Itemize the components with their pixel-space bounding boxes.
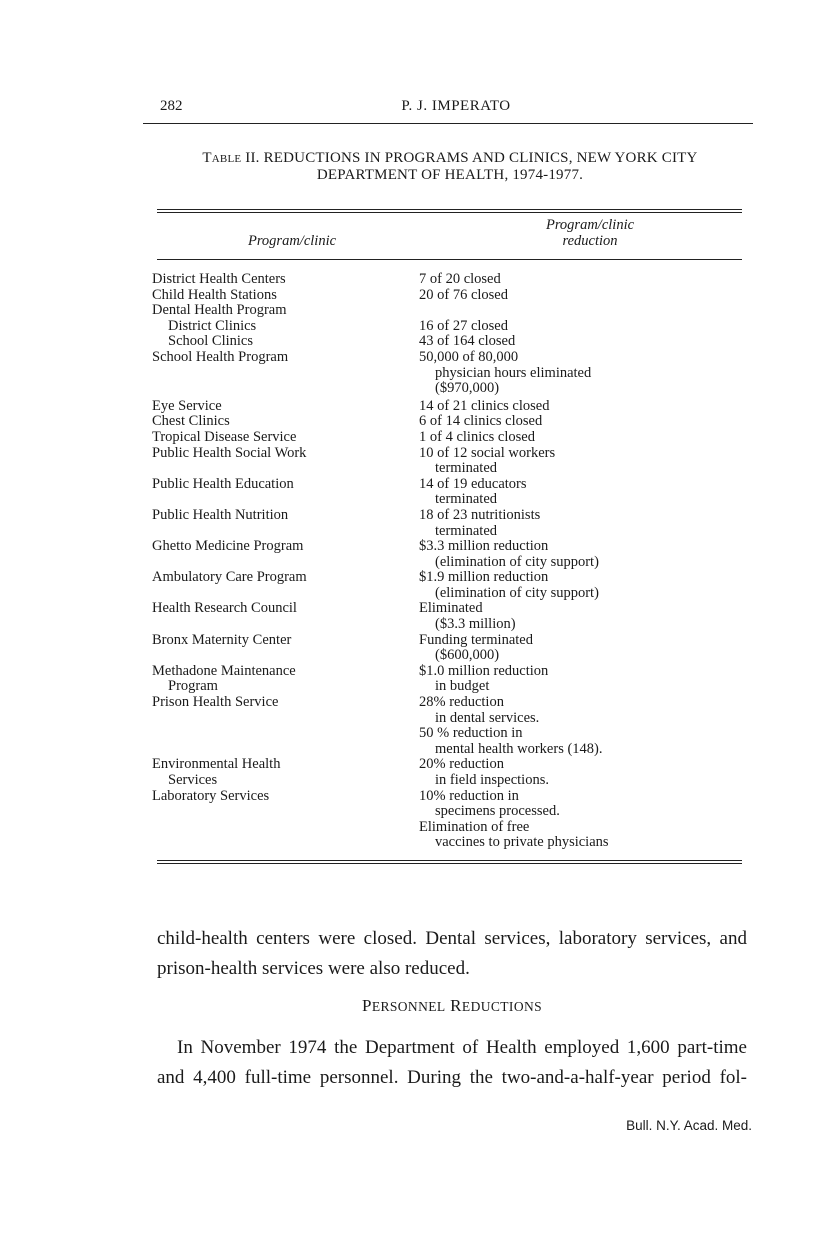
- table-title: [160, 150, 740, 184]
- reduction-cell: [419, 350, 752, 397]
- program-cell: [152, 288, 419, 304]
- paragraph-line: and 4,400 full-time personnel. During the two-and-a-half-year period fol-: [157, 1067, 747, 1088]
- col2-header: [440, 217, 740, 249]
- reduction-cell: [419, 288, 752, 304]
- reduction-cell: [419, 272, 752, 288]
- table-row: [152, 288, 752, 304]
- reduction-cell: [419, 414, 752, 430]
- header-rule: [143, 123, 753, 124]
- table-row: [152, 539, 752, 570]
- paragraph-line: prison-health services were also reduced.: [157, 958, 470, 979]
- program-name: Child Health Stations: [152, 286, 277, 303]
- reduction-text: 1 of 4 clinics closed: [419, 428, 535, 445]
- reduction-text: Funding terminated: [419, 631, 533, 648]
- reduction-cell: [419, 477, 752, 508]
- reduction-text: physician hours eliminated: [435, 364, 592, 381]
- table-row: [152, 789, 752, 851]
- program-name: District Health Centers: [152, 271, 286, 287]
- reduction-text: ($3.3 million): [435, 616, 516, 633]
- reduction-text: (elimination of city support): [435, 553, 599, 570]
- table-row: [152, 601, 752, 632]
- program-cell: [152, 272, 419, 288]
- section-heading: [157, 996, 747, 1016]
- reduction-text: ($600,000): [435, 647, 500, 664]
- reduction-text: in budget: [435, 678, 490, 695]
- program-cell: [152, 446, 419, 477]
- program-cell: [152, 430, 419, 446]
- reduction-text: 7 of 20 closed: [419, 271, 501, 287]
- reduction-text: 50 % reduction in: [419, 725, 523, 742]
- program-name: Methadone Maintenance: [152, 662, 296, 679]
- program-name: Chest Clinics: [152, 413, 230, 430]
- program-cell: [152, 695, 419, 757]
- table-title-line2: DEPARTMENT OF HEALTH, 1974-1977.: [316, 167, 584, 183]
- reduction-text: terminated: [435, 491, 498, 508]
- reduction-text: ($970,000): [435, 380, 500, 397]
- reduction-cell: [419, 664, 752, 695]
- table-row: [152, 757, 752, 788]
- col1-header: Program/clinic: [247, 233, 337, 249]
- reduction-text: 20 of 76 closed: [419, 286, 508, 303]
- program-name: District Clinics: [168, 317, 257, 334]
- reduction-cell: [419, 570, 752, 601]
- table-bottom-rule: [157, 860, 742, 864]
- program-name: Ambulatory Care Program: [152, 569, 307, 586]
- program-cell: [152, 570, 419, 601]
- program-cell: [152, 601, 419, 632]
- reduction-text: terminated: [435, 522, 498, 539]
- program-cell: [152, 633, 419, 664]
- reduction-text: vaccines to private physicians: [435, 834, 609, 851]
- paragraph-line: In November 1974 the Department of Health employed 1,600 part-time: [177, 1037, 747, 1058]
- table-row: [152, 319, 752, 335]
- reduction-text: in field inspections.: [435, 772, 549, 788]
- reduction-cell: [419, 430, 752, 446]
- table-body: [152, 272, 752, 851]
- page-number: 282: [160, 98, 183, 114]
- table-row: [152, 508, 752, 539]
- program-name: Dental Health Program: [152, 302, 287, 319]
- reduction-cell: [419, 757, 752, 788]
- running-header: [160, 98, 752, 118]
- reduction-cell: [419, 789, 752, 851]
- program-name: Bronx Maternity Center: [152, 631, 292, 648]
- reduction-text: 28% reduction: [419, 694, 504, 711]
- reduction-text: 50,000 of 80,000: [419, 348, 519, 365]
- reduction-text: specimens processed.: [435, 803, 560, 820]
- reduction-text: Elimination of free: [419, 818, 530, 835]
- table-row: [152, 303, 752, 319]
- program-name: School Clinics: [168, 333, 253, 350]
- program-name: Eye Service: [152, 397, 222, 414]
- reduction-text: [419, 303, 752, 319]
- program-cell: [152, 789, 419, 851]
- body-paragraph-2: [157, 1033, 747, 1093]
- table-row: [152, 570, 752, 601]
- program-name: Prison Health Service: [152, 694, 279, 711]
- reduction-text: (elimination of city support): [435, 584, 599, 601]
- table-row: [152, 272, 752, 288]
- journal-footer: Bull. N.Y. Acad. Med.: [626, 1118, 752, 1133]
- reduction-cell: [419, 539, 752, 570]
- program-cell: [152, 334, 419, 350]
- reduction-cell: [419, 334, 752, 350]
- program-name: Laboratory Services: [152, 787, 270, 804]
- table-label: Table II.: [202, 150, 260, 166]
- table-row: [152, 477, 752, 508]
- program-name: Environmental Health: [152, 756, 281, 773]
- reduction-text: in dental services.: [435, 709, 540, 726]
- program-name: Program: [168, 678, 218, 695]
- program-cell: [152, 539, 419, 570]
- reduction-text: 43 of 164 closed: [419, 333, 516, 350]
- program-cell: [152, 757, 419, 788]
- table-title-line1: [160, 150, 740, 167]
- reduction-text: 6 of 14 clinics closed: [419, 413, 543, 430]
- program-cell: [152, 303, 419, 319]
- reduction-cell: [419, 303, 752, 319]
- reduction-text: 14 of 21 clinics closed: [419, 397, 550, 414]
- reduction-text: 10 of 12 social workers: [419, 444, 556, 461]
- program-name: Ghetto Medicine Program: [152, 538, 304, 555]
- reduction-cell: [419, 399, 752, 415]
- reduction-text: 10% reduction in: [419, 787, 519, 804]
- reduction-text: 18 of 23 nutritionists: [419, 506, 541, 523]
- table-row: [152, 430, 752, 446]
- program-cell: [152, 399, 419, 415]
- reduction-text: terminated: [435, 460, 498, 477]
- program-name: Health Research Council: [152, 600, 297, 617]
- table-title-text1: REDUCTIONS IN PROGRAMS AND CLINICS, NEW YORK CITY: [263, 150, 698, 166]
- col2-header-line1: Program/clinic: [545, 217, 635, 233]
- table-row: [152, 350, 752, 397]
- program-name: School Health Program: [152, 348, 289, 365]
- table-row: [152, 334, 752, 350]
- program-name: Services: [168, 772, 218, 788]
- program-cell: [152, 414, 419, 430]
- program-cell: [152, 319, 419, 335]
- reduction-text: 14 of 19 educators: [419, 475, 527, 492]
- paragraph-line: child-health centers were closed. Dental services, laboratory services, and: [157, 928, 747, 949]
- reduction-text: $1.9 million reduction: [419, 569, 549, 586]
- reduction-text: mental health workers (148).: [435, 740, 603, 757]
- program-cell: [152, 508, 419, 539]
- reduction-text: $1.0 million reduction: [419, 662, 549, 679]
- reduction-cell: [419, 446, 752, 477]
- reduction-cell: [419, 601, 752, 632]
- table-row: [152, 446, 752, 477]
- body-paragraph-1: [157, 924, 747, 984]
- reduction-cell: [419, 319, 752, 335]
- reduction-text: Eliminated: [419, 600, 483, 617]
- section-heading-text: PERSONNEL REDUCTIONS: [361, 996, 543, 1015]
- program-cell: [152, 350, 419, 397]
- reduction-text: $3.3 million reduction: [419, 538, 549, 555]
- program-name: Public Health Education: [152, 475, 294, 492]
- table-row: [152, 633, 752, 664]
- table-row: [152, 399, 752, 415]
- program-cell: [152, 664, 419, 695]
- table-row: [152, 414, 752, 430]
- col2-header-line2: reduction: [562, 233, 618, 249]
- running-head-author: P. J. IMPERATO: [401, 98, 511, 114]
- program-cell: [152, 477, 419, 508]
- reduction-text: 20% reduction: [419, 756, 504, 773]
- program-name: Public Health Nutrition: [152, 506, 289, 523]
- reduction-cell: [419, 695, 752, 757]
- program-name: Public Health Social Work: [152, 444, 307, 461]
- program-name: Tropical Disease Service: [152, 428, 297, 445]
- reduction-text: 16 of 27 closed: [419, 317, 508, 334]
- table-header-rule: [157, 259, 742, 260]
- table-top-rule: [157, 209, 742, 213]
- reduction-cell: [419, 633, 752, 664]
- table-row: [152, 695, 752, 757]
- reduction-cell: [419, 508, 752, 539]
- table-row: [152, 664, 752, 695]
